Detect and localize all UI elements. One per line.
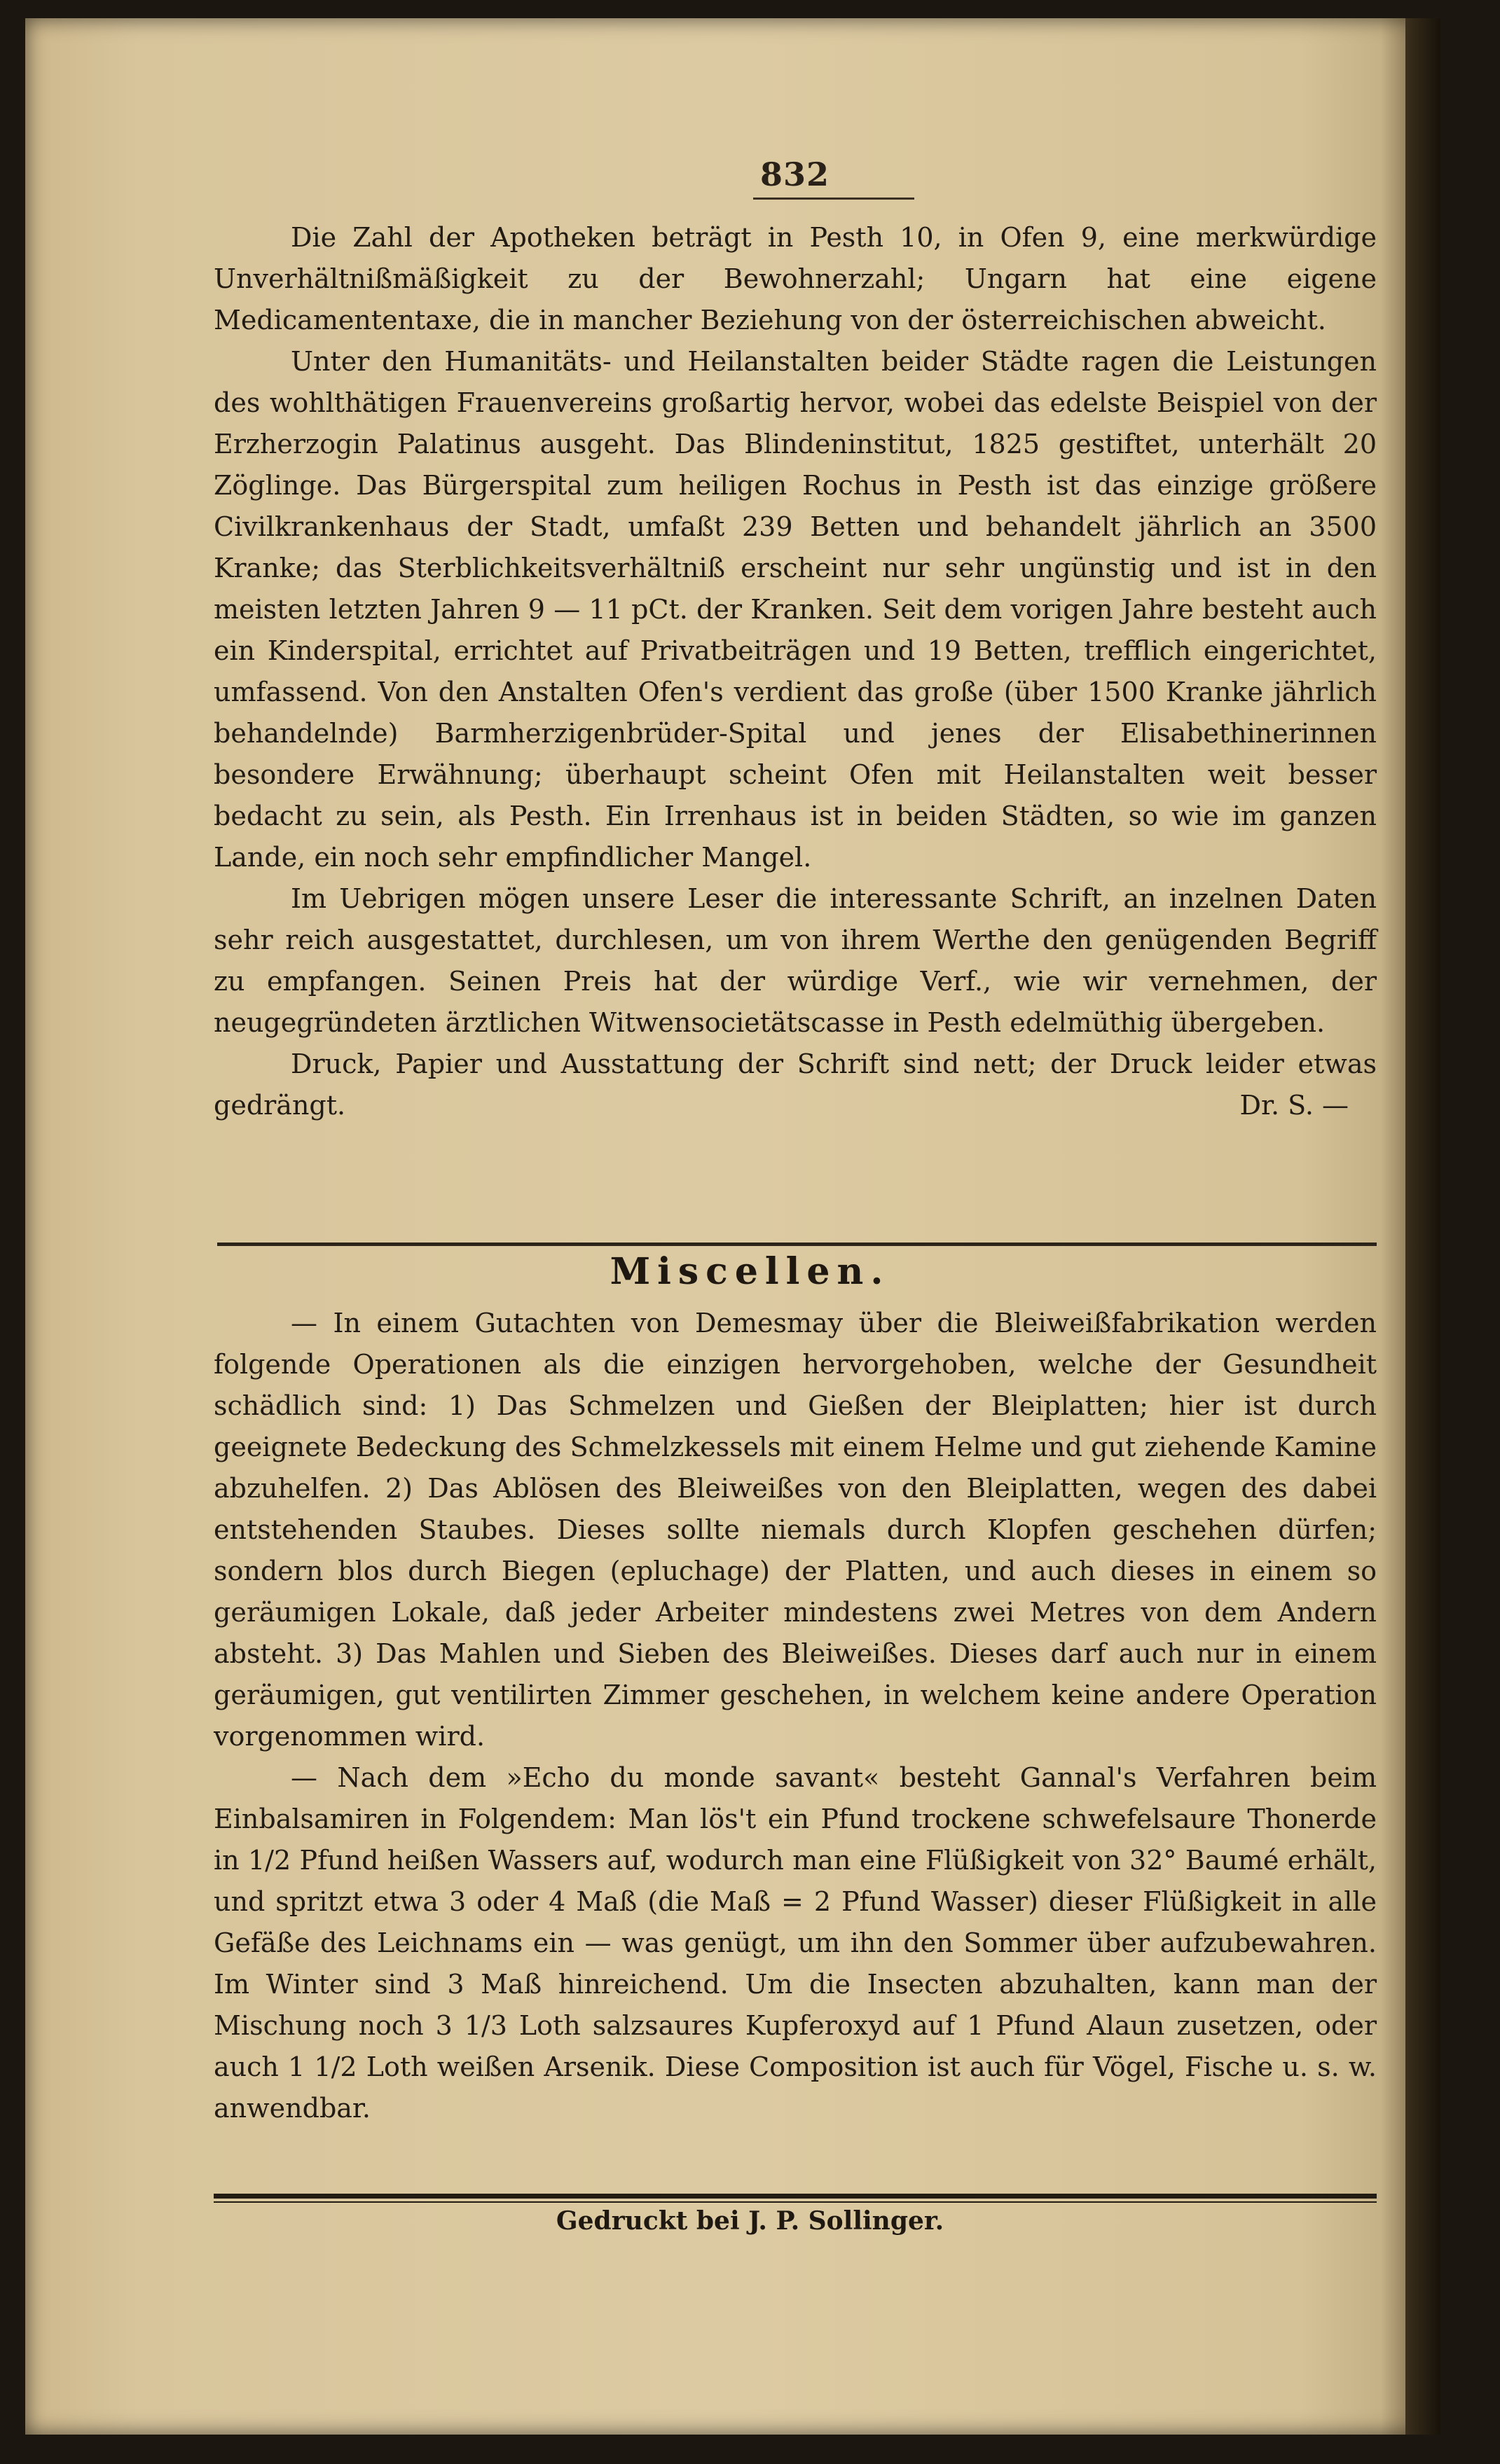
miscellen-section: [214, 1303, 1377, 2129]
review-section: [214, 217, 1377, 1126]
review-paragraph-2: Unter den Humanitäts- und Heilanstalten beider Städte ragen die Leistungen des wohlthätigen Frauenvereins großartig hervor, wobei das edelste Beispiel von der Erzherzogin Palatinus ausgeht. Das Blindeninstitut, 1825 gestiftet, unterhält 20 Zöglinge. Das Bürgerspital zum heiligen Rochus in Pesth ist das einzige größere Civilkrankenhaus der Stadt, umfaßt 239 Betten und behandelt jährlich an 3500 Kranke; das Sterblichkeitsverhältniß erscheint nur sehr ungünstig und ist in den meisten letzten Jahren 9 — 11 pCt. der Kranken. Seit dem vorigen Jahre besteht auch ein Kinderspital, errichtet auf Privatbeiträgen und 19 Betten, trefflich eingerichtet, umfassend. Von den Anstalten Ofen's verdient das große (über 1500 Kranke jährlich behandelnde) Barmherzigenbrüder-Spital und jenes der Elisabethinerinnen besondere Erwähnung; überhaupt scheint Ofen mit Heilanstalten weit besser bedacht zu sein, als Pesth. Ein Irrenhaus ist in beiden Städten, so wie im ganzen Lande, ein noch sehr empfindlicher Mangel.: [214, 346, 1377, 873]
review-signature: Dr. S. —: [1239, 1090, 1349, 1121]
miscellen-paragraph-2: — Nach dem »Echo du monde savant« besteht Gannal's Verfahren beim Einbalsamiren in Folgendem: Man lös't ein Pfund trockene schwefelsaure Thonerde in 1/2 Pfund heißen Wassers auf, wodurch man eine Flüßigkeit von 32° Baumé erhält, und spritzt etwa 3 oder 4 Maß (die Maß = 2 Pfund Wasser) dieser Flüßigkeit in alle Gefäße des Leichnams ein — was genügt, um ihn den Sommer über aufzubewahren. Im Winter sind 3 Maß hinreichend. Um die Insecten abzuhalten, kann man der Mischung noch 3 1/3 Loth salzsaures Kupferoxyd auf 1 Pfund Alaun zusetzen, oder auch 1 1/2 Loth weißen Arsenik. Diese Composition ist auch für Vögel, Fische u. s. w. anwendbar.: [214, 1762, 1377, 2124]
miscellen-paragraph-1: — In einem Gutachten von Demesmay über die Bleiweißfabrikation werden folgende Operationen als die einzigen hervorgehoben, welche der Gesundheit schädlich sind: 1) Das Schmelzen und Gießen der Bleiplatten; hier ist durch geeignete Bedeckung des Schmelzkessels mit einem Helme und gut ziehende Kamine abzuhelfen. 2) Das Ablösen des Bleiweißes von den Bleiplatten, wegen des dabei entstehenden Staubes. Dieses sollte niemals durch Klopfen geschehen dürfen; sondern blos durch Biegen (epluchage) der Platten, und auch dieses in einem so geräumigen Lokale, daß jeder Arbeiter mindestens zwei Metres von dem Andern absteht. 3) Das Mahlen und Sieben des Bleiweißes. Dieses darf auch nur in einem geräumigen, gut ventilirten Zimmer geschehen, in welchem keine andere Operation vorgenommen wird.: [214, 1308, 1377, 1752]
review-paragraph-1: Die Zahl der Apotheken beträgt in Pesth 10, in Ofen 9, eine merkwürdige Unverhältnißmäßigkeit zu der Bewohnerzahl; Ungarn hat eine eigene Medicamententaxe, die in mancher Beziehung von der österreichischen abweicht.: [214, 222, 1377, 335]
printer-imprint: Gedruckt bei J. P. Sollinger.: [556, 2206, 944, 2236]
bottom-rule-thick: [214, 2194, 1377, 2199]
miscellen-title: Miscellen.: [610, 1250, 890, 1293]
page-number-rule: [753, 198, 914, 200]
section-divider: [217, 1243, 1377, 1246]
bottom-rule-thin: [214, 2201, 1377, 2203]
page-number: 832: [760, 155, 830, 193]
page-edge: [1405, 18, 1440, 2435]
review-paragraph-3: Im Uebrigen mögen unsere Leser die interessante Schrift, an inzelnen Daten sehr reich ausgestattet, durchlesen, um von ihrem Werthe den genügenden Begriff zu empfangen. Seinen Preis hat der würdige Verf., wie wir vernehmen, der neugegründeten ärztlichen Witwensocietätscasse in Pesth edelmüthig übergeben.: [214, 883, 1377, 1038]
review-paragraph-4: Druck, Papier und Ausstattung der Schrift sind nett; der Druck leider etwas gedrängt.: [214, 1048, 1377, 1121]
